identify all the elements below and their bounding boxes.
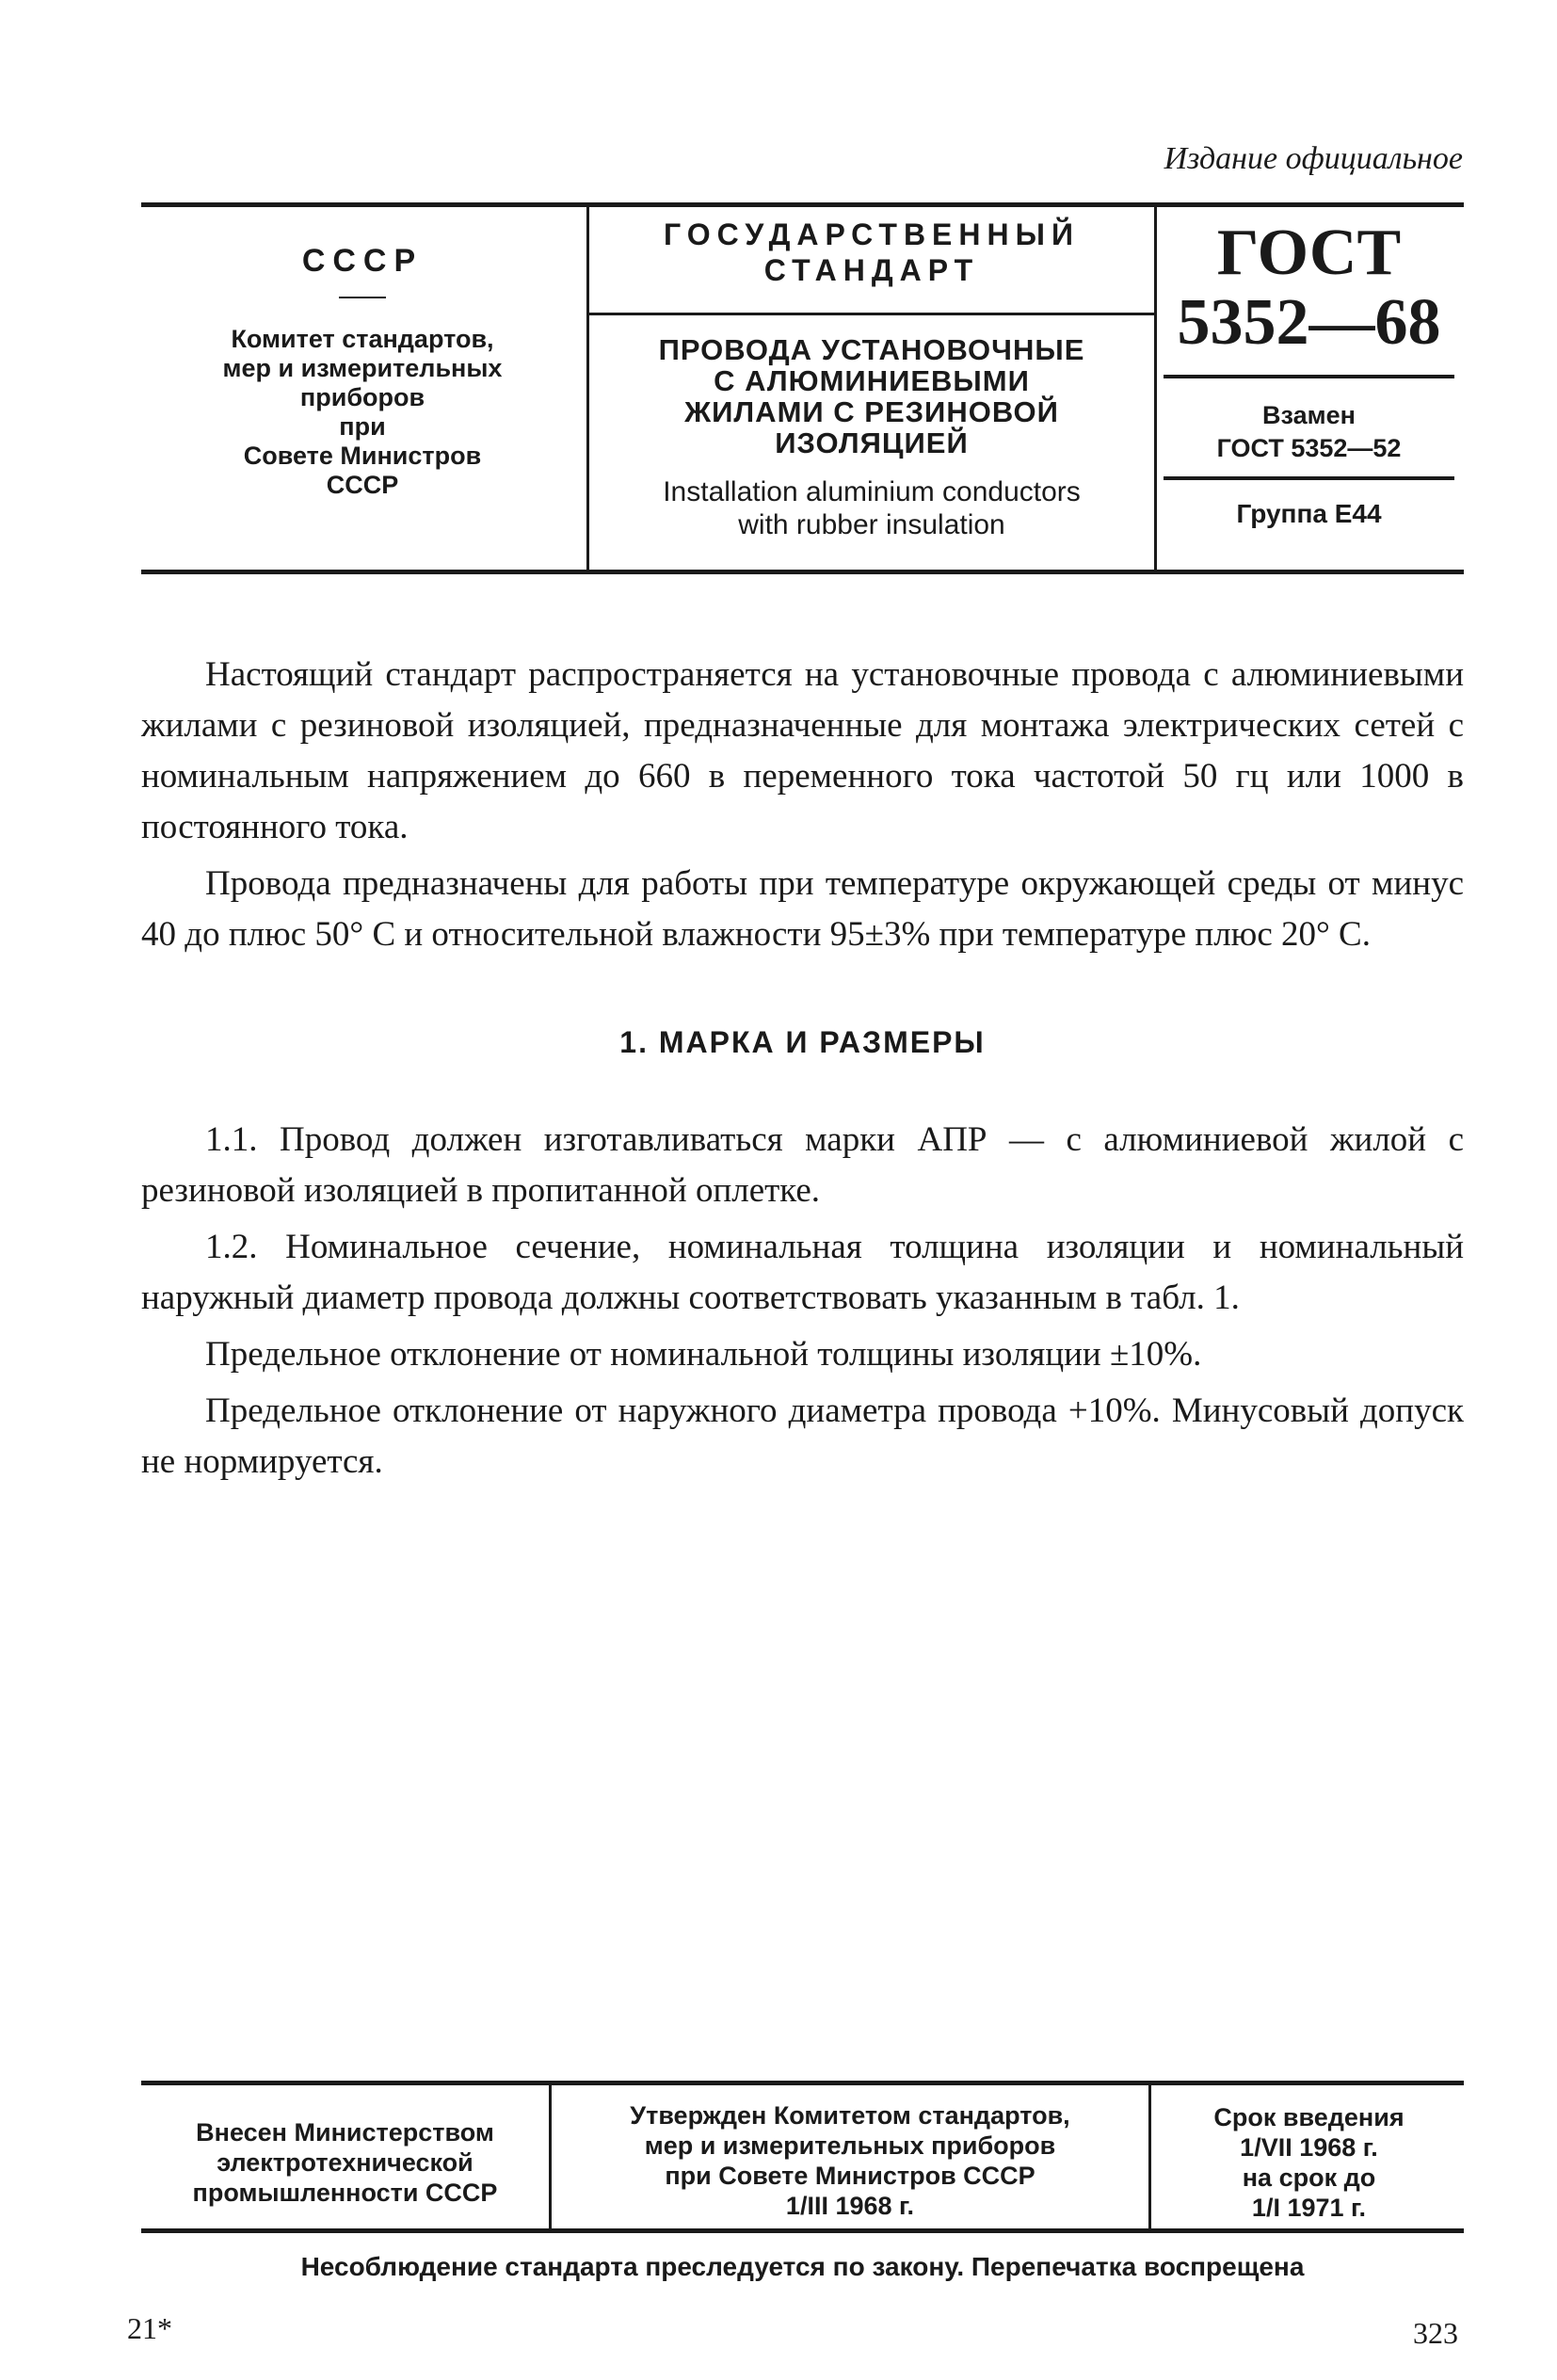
committee-name: Комитет стандартов, мер и измерительных приборов при Совете Министров СССР <box>222 325 503 499</box>
header-title <box>586 207 1157 570</box>
document-body <box>141 650 1464 1493</box>
paragraph-conditions: Провода предназначены для работы при температуре окружающей среды от минус 40 до плюс 50° С и относительной влажности 95±3% при температуре плюс 20° С. <box>141 864 1464 954</box>
paragraph-diameter-tolerance: Предельное отклонение от наружного диаметра провода +10%. Минусовый допуск не нормируется. <box>141 1391 1464 1481</box>
copyright-warning: Несоблюдение стандарта преследуется по закону. Перепечатка воспрещена <box>300 2252 1305 2281</box>
title-russian: ПРОВОДА УСТАНОВОЧНЫЕ С АЛЮМИНИЕВЫМИ ЖИЛАМИ С РЕЗИНОВОЙ ИЗОЛЯЦИЕЙ <box>658 333 1085 459</box>
title-english: Installation aluminium conductors with rubber insulation <box>663 476 1081 540</box>
group-label: Группа Е44 <box>1236 499 1382 528</box>
signature-mark: 21* <box>127 2311 172 2345</box>
header-block <box>141 202 1464 574</box>
edition-label: Издание официальное <box>1164 141 1463 176</box>
footer-term: Срок введения 1/VII 1968 г. на срок до 1/I 1971 г. <box>1213 2103 1405 2222</box>
section-title: 1. МАРКА И РАЗМЕРЫ <box>619 1025 986 1059</box>
divider-dash <box>339 297 386 298</box>
footer-submitted: Внесен Министерством электротехнической промышленности СССР <box>192 2118 498 2207</box>
header-issuer <box>141 207 584 570</box>
page-number: 323 <box>1413 2316 1458 2350</box>
replaces-label: Взамен ГОСТ 5352—52 <box>1164 378 1454 480</box>
paragraph-1-1: 1.1. Провод должен изготавливаться марки АПР — с алюминиевой жилой с резиновой изоляцией в пропитанной оплетке. <box>141 1120 1464 1210</box>
header-code <box>1154 207 1464 570</box>
ussr-label: СССР <box>301 243 424 279</box>
gost-number: ГОСТ 5352—68 <box>1164 207 1454 378</box>
state-standard-label: ГОСУДАРСТВЕННЫЙ СТАНДАРТ <box>589 207 1154 315</box>
paragraph-scope: Настоящий стандарт распространяется на установочные провода с алюминиевыми жилами с резиновой изоляцией, предназначенные для монтажа электрических сетей с номинальным напряжением до 660 в переменного тока частотой 50 гц или 1000 в постоянного тока. <box>141 655 1464 846</box>
footer-block <box>141 2081 1464 2233</box>
paragraph-1-2: 1.2. Номинальное сечение, номинальная толщина изоляции и номинальный наружный диаметр провода должны соответствовать указанным в табл. 1. <box>141 1228 1464 1317</box>
footer-approved: Утвержден Комитетом стандартов, мер и измерительных приборов при Совете Министров СССР 1/III 1968 г. <box>549 2085 1151 2228</box>
paragraph-insulation-tolerance: Предельное отклонение от номинальной толщины изоляции ±10%. <box>205 1335 1202 1374</box>
